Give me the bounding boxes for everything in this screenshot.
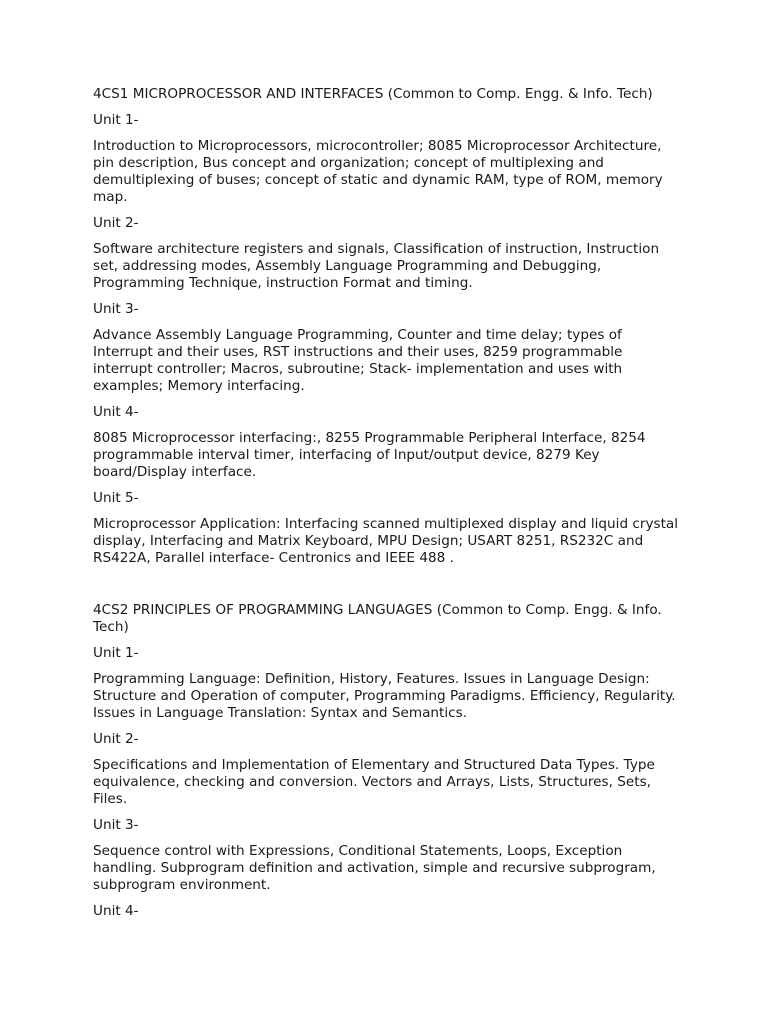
course-section-4cs1 xyxy=(93,86,683,567)
section-spacer xyxy=(93,576,683,602)
course-section-4cs2 xyxy=(93,602,683,920)
unit-content: Introduction to Microprocessors, microcontroller; 8085 Microprocessor Architecture, pin description, Bus concept and organization; concept of multiplexing and demultiplexing of buses; concept of static and dynamic RAM, type of ROM, memory map. xyxy=(93,138,663,205)
unit-label: Unit 3- xyxy=(93,817,139,833)
unit-label: Unit 2- xyxy=(93,215,139,231)
unit-content: Advance Assembly Language Programming, Counter and time delay; types of Interrupt and their uses, RST instructions and their uses, 8259 programmable interrupt controller; Macros, subroutine; Stack- implementation and uses with examples; Memory interfacing. xyxy=(93,327,623,394)
unit-label: Unit 1- xyxy=(93,112,139,128)
unit-content: Specifications and Implementation of Elementary and Structured Data Types. Type equivalence, checking and conversion. Vectors and Arrays, Lists, Structures, Sets, Files. xyxy=(93,757,655,807)
unit-label: Unit 3- xyxy=(93,301,139,317)
unit-content: Software architecture registers and signals, Classification of instruction, Instruction set, addressing modes, Assembly Language Programming and Debugging, Programming Technique, instruction Format and timing. xyxy=(93,241,660,291)
unit-label: Unit 5- xyxy=(93,490,139,506)
unit-label: Unit 1- xyxy=(93,645,139,661)
course-title: 4CS2 PRINCIPLES OF PROGRAMMING LANGUAGES (Common to Comp. Engg. & Info. Tech) xyxy=(93,602,662,635)
document-page xyxy=(93,86,683,929)
unit-label: Unit 2- xyxy=(93,731,139,747)
unit-content: 8085 Microprocessor interfacing:, 8255 Programmable Peripheral Interface, 8254 programmable interval timer, interfacing of Input/output device, 8279 Key board/Display interface. xyxy=(93,430,646,480)
unit-content: Programming Language: Definition, History, Features. Issues in Language Design: Structure and Operation of computer, Programming Paradigms. Efficiency, Regularity. Issues in Language Translation: Syntax and Semantics. xyxy=(93,671,676,721)
unit-label: Unit 4- xyxy=(93,903,139,919)
unit-label: Unit 4- xyxy=(93,404,139,420)
course-title: 4CS1 MICROPROCESSOR AND INTERFACES (Common to Comp. Engg. & Info. Tech) xyxy=(93,86,653,102)
unit-content: Microprocessor Application: Interfacing scanned multiplexed display and liquid crystal display, Interfacing and Matrix Keyboard, MPU Design; USART 8251, RS232C and RS422A, Parallel interface- Centronics and IEEE 488 . xyxy=(93,516,679,566)
unit-content: Sequence control with Expressions, Conditional Statements, Loops, Exception handling. Subprogram definition and activation, simple and recursive subprogram, subprogram environment. xyxy=(93,843,656,893)
